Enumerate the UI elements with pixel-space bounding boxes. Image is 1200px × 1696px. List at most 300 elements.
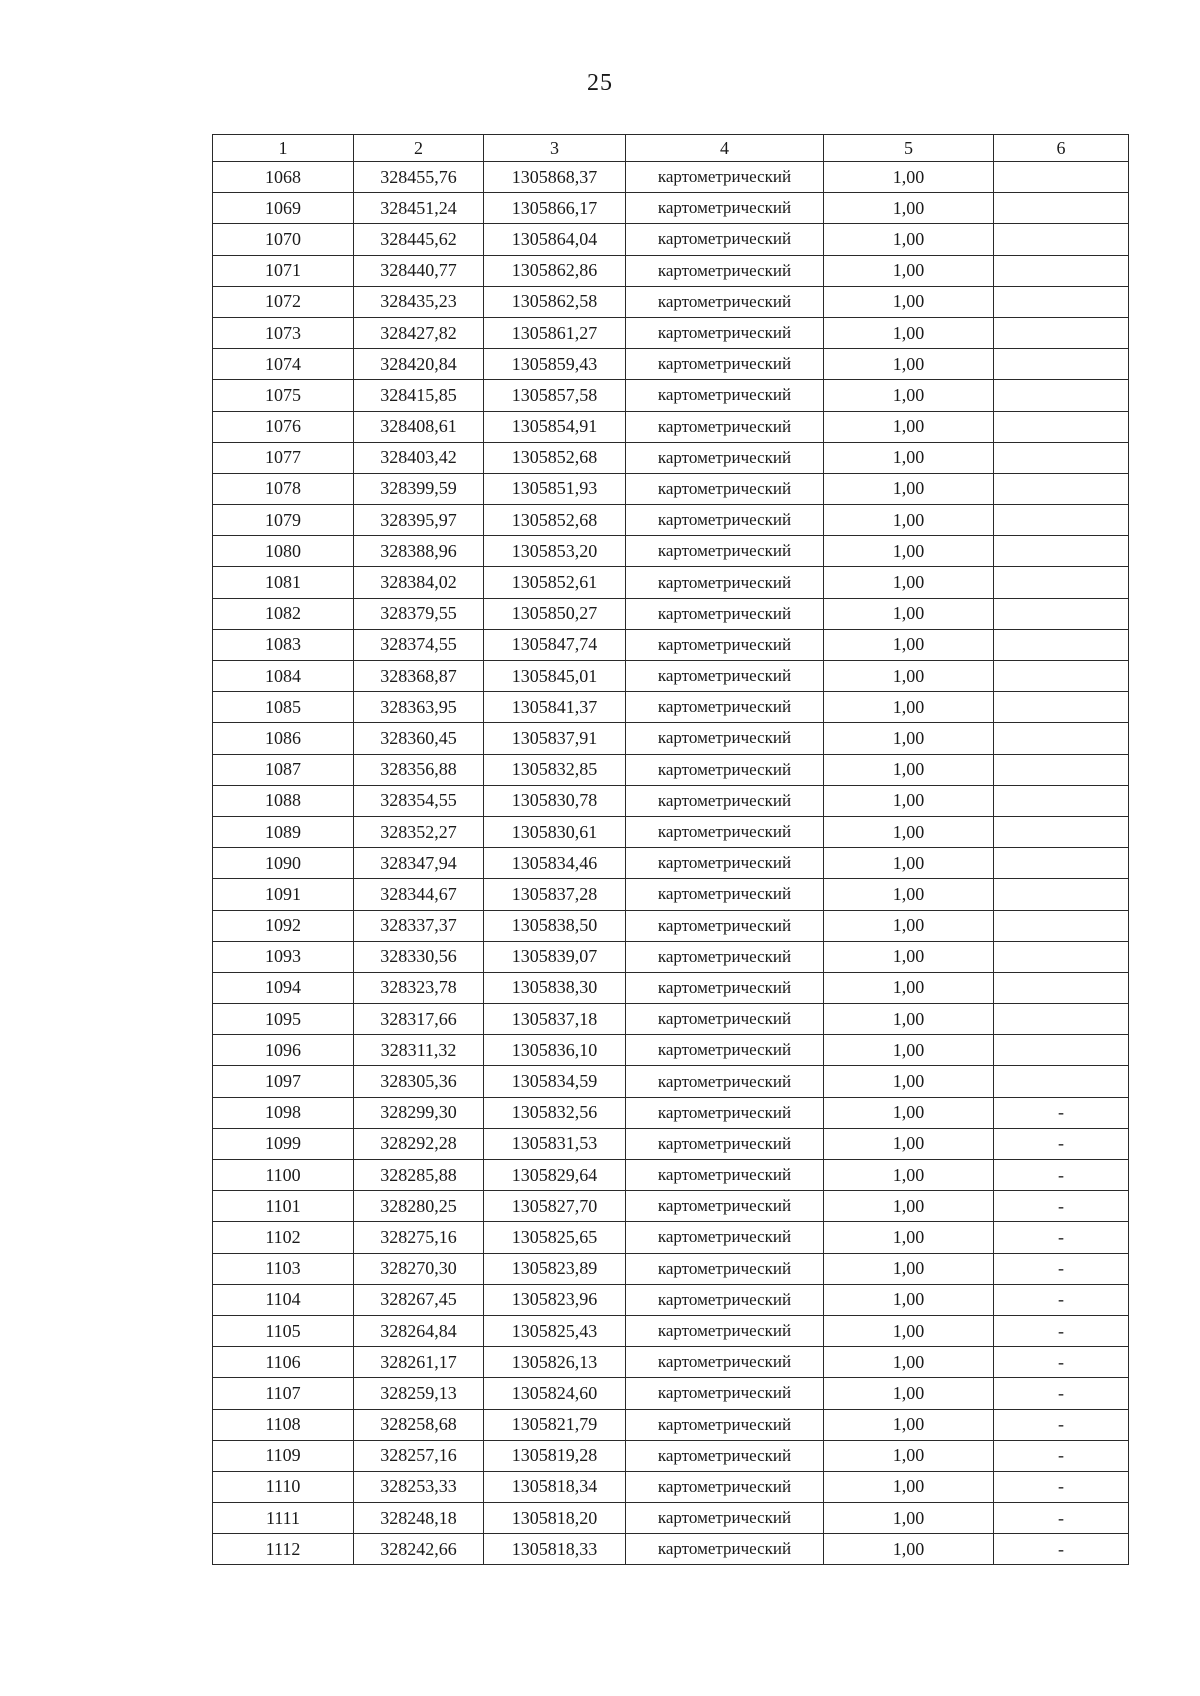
note-cell: - [994, 1534, 1129, 1565]
method-cell: картометрический [626, 1347, 824, 1378]
method-cell: картометрический [626, 1066, 824, 1097]
note-cell [994, 286, 1129, 317]
table-header [213, 135, 1129, 162]
method-cell: картометрический [626, 317, 824, 348]
point-number-cell: 1107 [213, 1378, 354, 1409]
method-cell: картометрический [626, 941, 824, 972]
table-row [213, 286, 1129, 317]
method-cell: картометрический [626, 1222, 824, 1253]
y-coordinate-cell: 1305854,91 [484, 411, 626, 442]
accuracy-cell: 1,00 [824, 910, 994, 941]
accuracy-cell: 1,00 [824, 1253, 994, 1284]
method-cell: картометрический [626, 1035, 824, 1066]
point-number-cell: 1103 [213, 1253, 354, 1284]
x-coordinate-cell: 328330,56 [354, 941, 484, 972]
y-coordinate-cell: 1305834,46 [484, 848, 626, 879]
x-coordinate-cell: 328427,82 [354, 317, 484, 348]
y-coordinate-cell: 1305823,96 [484, 1284, 626, 1315]
note-cell [994, 193, 1129, 224]
method-cell: картометрический [626, 1534, 824, 1565]
method-cell: картометрический [626, 286, 824, 317]
x-coordinate-cell: 328440,77 [354, 255, 484, 286]
y-coordinate-cell: 1305827,70 [484, 1191, 626, 1222]
column-header-6: 6 [994, 135, 1129, 162]
point-number-cell: 1104 [213, 1284, 354, 1315]
note-cell [994, 692, 1129, 723]
point-number-cell: 1078 [213, 473, 354, 504]
coordinates-table [212, 134, 1129, 1565]
table-row [213, 1315, 1129, 1346]
accuracy-cell: 1,00 [824, 380, 994, 411]
y-coordinate-cell: 1305850,27 [484, 598, 626, 629]
note-cell: - [994, 1222, 1129, 1253]
table-row [213, 879, 1129, 910]
method-cell: картометрический [626, 879, 824, 910]
y-coordinate-cell: 1305819,28 [484, 1440, 626, 1471]
table-row [213, 1191, 1129, 1222]
x-coordinate-cell: 328374,55 [354, 629, 484, 660]
note-cell: - [994, 1378, 1129, 1409]
table-row [213, 816, 1129, 847]
note-cell [994, 380, 1129, 411]
method-cell: картометрический [626, 1097, 824, 1128]
table-row [213, 162, 1129, 193]
x-coordinate-cell: 328435,23 [354, 286, 484, 317]
y-coordinate-cell: 1305852,68 [484, 442, 626, 473]
table-row [213, 692, 1129, 723]
method-cell: картометрический [626, 1503, 824, 1534]
x-coordinate-cell: 328344,67 [354, 879, 484, 910]
x-coordinate-cell: 328275,16 [354, 1222, 484, 1253]
table-row [213, 1347, 1129, 1378]
x-coordinate-cell: 328347,94 [354, 848, 484, 879]
table-row [213, 1128, 1129, 1159]
method-cell: картометрический [626, 1284, 824, 1315]
x-coordinate-cell: 328379,55 [354, 598, 484, 629]
accuracy-cell: 1,00 [824, 941, 994, 972]
method-cell: картометрический [626, 816, 824, 847]
table-row [213, 349, 1129, 380]
x-coordinate-cell: 328337,37 [354, 910, 484, 941]
point-number-cell: 1082 [213, 598, 354, 629]
header-row [213, 135, 1129, 162]
note-cell [994, 505, 1129, 536]
y-coordinate-cell: 1305818,33 [484, 1534, 626, 1565]
accuracy-cell: 1,00 [824, 1066, 994, 1097]
table-row [213, 473, 1129, 504]
accuracy-cell: 1,00 [824, 972, 994, 1003]
note-cell: - [994, 1128, 1129, 1159]
y-coordinate-cell: 1305847,74 [484, 629, 626, 660]
point-number-cell: 1099 [213, 1128, 354, 1159]
accuracy-cell: 1,00 [824, 692, 994, 723]
table-row [213, 754, 1129, 785]
note-cell [994, 723, 1129, 754]
accuracy-cell: 1,00 [824, 1284, 994, 1315]
x-coordinate-cell: 328451,24 [354, 193, 484, 224]
method-cell: картометрический [626, 255, 824, 286]
note-cell [994, 1004, 1129, 1035]
accuracy-cell: 1,00 [824, 1160, 994, 1191]
point-number-cell: 1106 [213, 1347, 354, 1378]
x-coordinate-cell: 328280,25 [354, 1191, 484, 1222]
method-cell: картометрический [626, 972, 824, 1003]
method-cell: картометрический [626, 1160, 824, 1191]
point-number-cell: 1110 [213, 1471, 354, 1502]
point-number-cell: 1079 [213, 505, 354, 536]
method-cell: картометрический [626, 567, 824, 598]
note-cell [994, 536, 1129, 567]
method-cell: картометрический [626, 848, 824, 879]
column-header-3: 3 [484, 135, 626, 162]
x-coordinate-cell: 328259,13 [354, 1378, 484, 1409]
method-cell: картометрический [626, 1191, 824, 1222]
accuracy-cell: 1,00 [824, 1315, 994, 1346]
x-coordinate-cell: 328285,88 [354, 1160, 484, 1191]
point-number-cell: 1112 [213, 1534, 354, 1565]
note-cell [994, 879, 1129, 910]
method-cell: картометрический [626, 536, 824, 567]
y-coordinate-cell: 1305853,20 [484, 536, 626, 567]
y-coordinate-cell: 1305830,78 [484, 785, 626, 816]
y-coordinate-cell: 1305857,58 [484, 380, 626, 411]
point-number-cell: 1074 [213, 349, 354, 380]
note-cell [994, 224, 1129, 255]
table-row [213, 848, 1129, 879]
point-number-cell: 1075 [213, 380, 354, 411]
table-row [213, 1378, 1129, 1409]
x-coordinate-cell: 328264,84 [354, 1315, 484, 1346]
table-row [213, 317, 1129, 348]
table-row [213, 536, 1129, 567]
table-row [213, 598, 1129, 629]
y-coordinate-cell: 1305830,61 [484, 816, 626, 847]
point-number-cell: 1083 [213, 629, 354, 660]
method-cell: картометрический [626, 785, 824, 816]
y-coordinate-cell: 1305832,85 [484, 754, 626, 785]
y-coordinate-cell: 1305862,86 [484, 255, 626, 286]
y-coordinate-cell: 1305818,34 [484, 1471, 626, 1502]
note-cell [994, 941, 1129, 972]
table-row [213, 972, 1129, 1003]
note-cell [994, 785, 1129, 816]
point-number-cell: 1097 [213, 1066, 354, 1097]
accuracy-cell: 1,00 [824, 567, 994, 598]
y-coordinate-cell: 1305852,61 [484, 567, 626, 598]
accuracy-cell: 1,00 [824, 349, 994, 380]
method-cell: картометрический [626, 193, 824, 224]
accuracy-cell: 1,00 [824, 1097, 994, 1128]
table-row [213, 723, 1129, 754]
y-coordinate-cell: 1305841,37 [484, 692, 626, 723]
page-number: 25 [587, 70, 613, 96]
method-cell: картометрический [626, 754, 824, 785]
note-cell [994, 473, 1129, 504]
point-number-cell: 1072 [213, 286, 354, 317]
y-coordinate-cell: 1305861,27 [484, 317, 626, 348]
y-coordinate-cell: 1305831,53 [484, 1128, 626, 1159]
x-coordinate-cell: 328299,30 [354, 1097, 484, 1128]
note-cell: - [994, 1409, 1129, 1440]
point-number-cell: 1085 [213, 692, 354, 723]
method-cell: картометрический [626, 629, 824, 660]
method-cell: картометрический [626, 1440, 824, 1471]
x-coordinate-cell: 328408,61 [354, 411, 484, 442]
table-row [213, 442, 1129, 473]
x-coordinate-cell: 328305,36 [354, 1066, 484, 1097]
x-coordinate-cell: 328354,55 [354, 785, 484, 816]
method-cell: картометрический [626, 1471, 824, 1502]
note-cell: - [994, 1440, 1129, 1471]
note-cell [994, 910, 1129, 941]
y-coordinate-cell: 1305826,13 [484, 1347, 626, 1378]
point-number-cell: 1089 [213, 816, 354, 847]
column-header-1: 1 [213, 135, 354, 162]
column-header-2: 2 [354, 135, 484, 162]
y-coordinate-cell: 1305868,37 [484, 162, 626, 193]
x-coordinate-cell: 328356,88 [354, 754, 484, 785]
y-coordinate-cell: 1305825,43 [484, 1315, 626, 1346]
point-number-cell: 1069 [213, 193, 354, 224]
note-cell [994, 442, 1129, 473]
point-number-cell: 1070 [213, 224, 354, 255]
x-coordinate-cell: 328395,97 [354, 505, 484, 536]
y-coordinate-cell: 1305832,56 [484, 1097, 626, 1128]
point-number-cell: 1093 [213, 941, 354, 972]
note-cell [994, 255, 1129, 286]
x-coordinate-cell: 328420,84 [354, 349, 484, 380]
accuracy-cell: 1,00 [824, 1534, 994, 1565]
accuracy-cell: 1,00 [824, 661, 994, 692]
point-number-cell: 1077 [213, 442, 354, 473]
y-coordinate-cell: 1305845,01 [484, 661, 626, 692]
accuracy-cell: 1,00 [824, 286, 994, 317]
point-number-cell: 1102 [213, 1222, 354, 1253]
note-cell [994, 317, 1129, 348]
point-number-cell: 1101 [213, 1191, 354, 1222]
table-row [213, 661, 1129, 692]
accuracy-cell: 1,00 [824, 536, 994, 567]
table-row [213, 1035, 1129, 1066]
table-row [213, 380, 1129, 411]
accuracy-cell: 1,00 [824, 1128, 994, 1159]
note-cell [994, 848, 1129, 879]
table-row [213, 785, 1129, 816]
accuracy-cell: 1,00 [824, 879, 994, 910]
x-coordinate-cell: 328257,16 [354, 1440, 484, 1471]
x-coordinate-cell: 328311,32 [354, 1035, 484, 1066]
point-number-cell: 1108 [213, 1409, 354, 1440]
method-cell: картометрический [626, 1253, 824, 1284]
note-cell: - [994, 1284, 1129, 1315]
accuracy-cell: 1,00 [824, 629, 994, 660]
x-coordinate-cell: 328261,17 [354, 1347, 484, 1378]
accuracy-cell: 1,00 [824, 505, 994, 536]
note-cell [994, 754, 1129, 785]
y-coordinate-cell: 1305838,50 [484, 910, 626, 941]
point-number-cell: 1073 [213, 317, 354, 348]
table-row [213, 1004, 1129, 1035]
method-cell: картометрический [626, 1315, 824, 1346]
accuracy-cell: 1,00 [824, 1409, 994, 1440]
point-number-cell: 1071 [213, 255, 354, 286]
method-cell: картометрический [626, 1004, 824, 1035]
table-row [213, 1534, 1129, 1565]
point-number-cell: 1081 [213, 567, 354, 598]
point-number-cell: 1090 [213, 848, 354, 879]
point-number-cell: 1092 [213, 910, 354, 941]
point-number-cell: 1076 [213, 411, 354, 442]
x-coordinate-cell: 328323,78 [354, 972, 484, 1003]
x-coordinate-cell: 328270,30 [354, 1253, 484, 1284]
method-cell: картометрический [626, 692, 824, 723]
method-cell: картометрический [626, 661, 824, 692]
accuracy-cell: 1,00 [824, 255, 994, 286]
x-coordinate-cell: 328399,59 [354, 473, 484, 504]
x-coordinate-cell: 328242,66 [354, 1534, 484, 1565]
x-coordinate-cell: 328445,62 [354, 224, 484, 255]
x-coordinate-cell: 328317,66 [354, 1004, 484, 1035]
x-coordinate-cell: 328267,45 [354, 1284, 484, 1315]
point-number-cell: 1084 [213, 661, 354, 692]
x-coordinate-cell: 328363,95 [354, 692, 484, 723]
note-cell: - [994, 1097, 1129, 1128]
table-row [213, 1160, 1129, 1191]
method-cell: картометрический [626, 1128, 824, 1159]
y-coordinate-cell: 1305864,04 [484, 224, 626, 255]
note-cell [994, 349, 1129, 380]
point-number-cell: 1087 [213, 754, 354, 785]
point-number-cell: 1086 [213, 723, 354, 754]
note-cell: - [994, 1471, 1129, 1502]
table-body [213, 162, 1129, 1565]
method-cell: картометрический [626, 411, 824, 442]
column-header-4: 4 [626, 135, 824, 162]
note-cell [994, 629, 1129, 660]
note-cell [994, 1066, 1129, 1097]
point-number-cell: 1098 [213, 1097, 354, 1128]
point-number-cell: 1105 [213, 1315, 354, 1346]
table-row [213, 1284, 1129, 1315]
x-coordinate-cell: 328455,76 [354, 162, 484, 193]
x-coordinate-cell: 328253,33 [354, 1471, 484, 1502]
x-coordinate-cell: 328352,27 [354, 816, 484, 847]
x-coordinate-cell: 328368,87 [354, 661, 484, 692]
y-coordinate-cell: 1305818,20 [484, 1503, 626, 1534]
note-cell [994, 972, 1129, 1003]
table-row [213, 505, 1129, 536]
table-row [213, 224, 1129, 255]
point-number-cell: 1068 [213, 162, 354, 193]
accuracy-cell: 1,00 [824, 1378, 994, 1409]
x-coordinate-cell: 328258,68 [354, 1409, 484, 1440]
accuracy-cell: 1,00 [824, 598, 994, 629]
y-coordinate-cell: 1305825,65 [484, 1222, 626, 1253]
y-coordinate-cell: 1305837,91 [484, 723, 626, 754]
note-cell: - [994, 1160, 1129, 1191]
note-cell: - [994, 1191, 1129, 1222]
point-number-cell: 1096 [213, 1035, 354, 1066]
table-row [213, 567, 1129, 598]
accuracy-cell: 1,00 [824, 193, 994, 224]
y-coordinate-cell: 1305837,18 [484, 1004, 626, 1035]
note-cell: - [994, 1347, 1129, 1378]
note-cell [994, 598, 1129, 629]
point-number-cell: 1100 [213, 1160, 354, 1191]
accuracy-cell: 1,00 [824, 224, 994, 255]
x-coordinate-cell: 328415,85 [354, 380, 484, 411]
accuracy-cell: 1,00 [824, 1471, 994, 1502]
y-coordinate-cell: 1305829,64 [484, 1160, 626, 1191]
table-row [213, 910, 1129, 941]
note-cell [994, 1035, 1129, 1066]
accuracy-cell: 1,00 [824, 1191, 994, 1222]
note-cell [994, 661, 1129, 692]
note-cell [994, 816, 1129, 847]
y-coordinate-cell: 1305838,30 [484, 972, 626, 1003]
table-row [213, 1471, 1129, 1502]
method-cell: картометрический [626, 349, 824, 380]
point-number-cell: 1088 [213, 785, 354, 816]
point-number-cell: 1111 [213, 1503, 354, 1534]
y-coordinate-cell: 1305823,89 [484, 1253, 626, 1284]
y-coordinate-cell: 1305839,07 [484, 941, 626, 972]
note-cell: - [994, 1253, 1129, 1284]
accuracy-cell: 1,00 [824, 1440, 994, 1471]
method-cell: картометрический [626, 910, 824, 941]
accuracy-cell: 1,00 [824, 848, 994, 879]
point-number-cell: 1094 [213, 972, 354, 1003]
y-coordinate-cell: 1305862,58 [484, 286, 626, 317]
accuracy-cell: 1,00 [824, 1222, 994, 1253]
table-row [213, 941, 1129, 972]
method-cell: картометрический [626, 505, 824, 536]
y-coordinate-cell: 1305821,79 [484, 1409, 626, 1440]
accuracy-cell: 1,00 [824, 723, 994, 754]
table-row [213, 1097, 1129, 1128]
table-row [213, 1222, 1129, 1253]
x-coordinate-cell: 328292,28 [354, 1128, 484, 1159]
method-cell: картометрический [626, 723, 824, 754]
accuracy-cell: 1,00 [824, 816, 994, 847]
method-cell: картометрический [626, 380, 824, 411]
table-row [213, 1503, 1129, 1534]
method-cell: картометрический [626, 1409, 824, 1440]
y-coordinate-cell: 1305859,43 [484, 349, 626, 380]
table-row [213, 1066, 1129, 1097]
accuracy-cell: 1,00 [824, 1347, 994, 1378]
x-coordinate-cell: 328384,02 [354, 567, 484, 598]
y-coordinate-cell: 1305824,60 [484, 1378, 626, 1409]
method-cell: картометрический [626, 598, 824, 629]
table-row [213, 193, 1129, 224]
table-row [213, 1409, 1129, 1440]
x-coordinate-cell: 328360,45 [354, 723, 484, 754]
accuracy-cell: 1,00 [824, 162, 994, 193]
note-cell [994, 162, 1129, 193]
method-cell: картометрический [626, 473, 824, 504]
table-row [213, 255, 1129, 286]
point-number-cell: 1080 [213, 536, 354, 567]
accuracy-cell: 1,00 [824, 473, 994, 504]
accuracy-cell: 1,00 [824, 1035, 994, 1066]
point-number-cell: 1095 [213, 1004, 354, 1035]
method-cell: картометрический [626, 1378, 824, 1409]
accuracy-cell: 1,00 [824, 317, 994, 348]
accuracy-cell: 1,00 [824, 785, 994, 816]
note-cell: - [994, 1315, 1129, 1346]
x-coordinate-cell: 328403,42 [354, 442, 484, 473]
